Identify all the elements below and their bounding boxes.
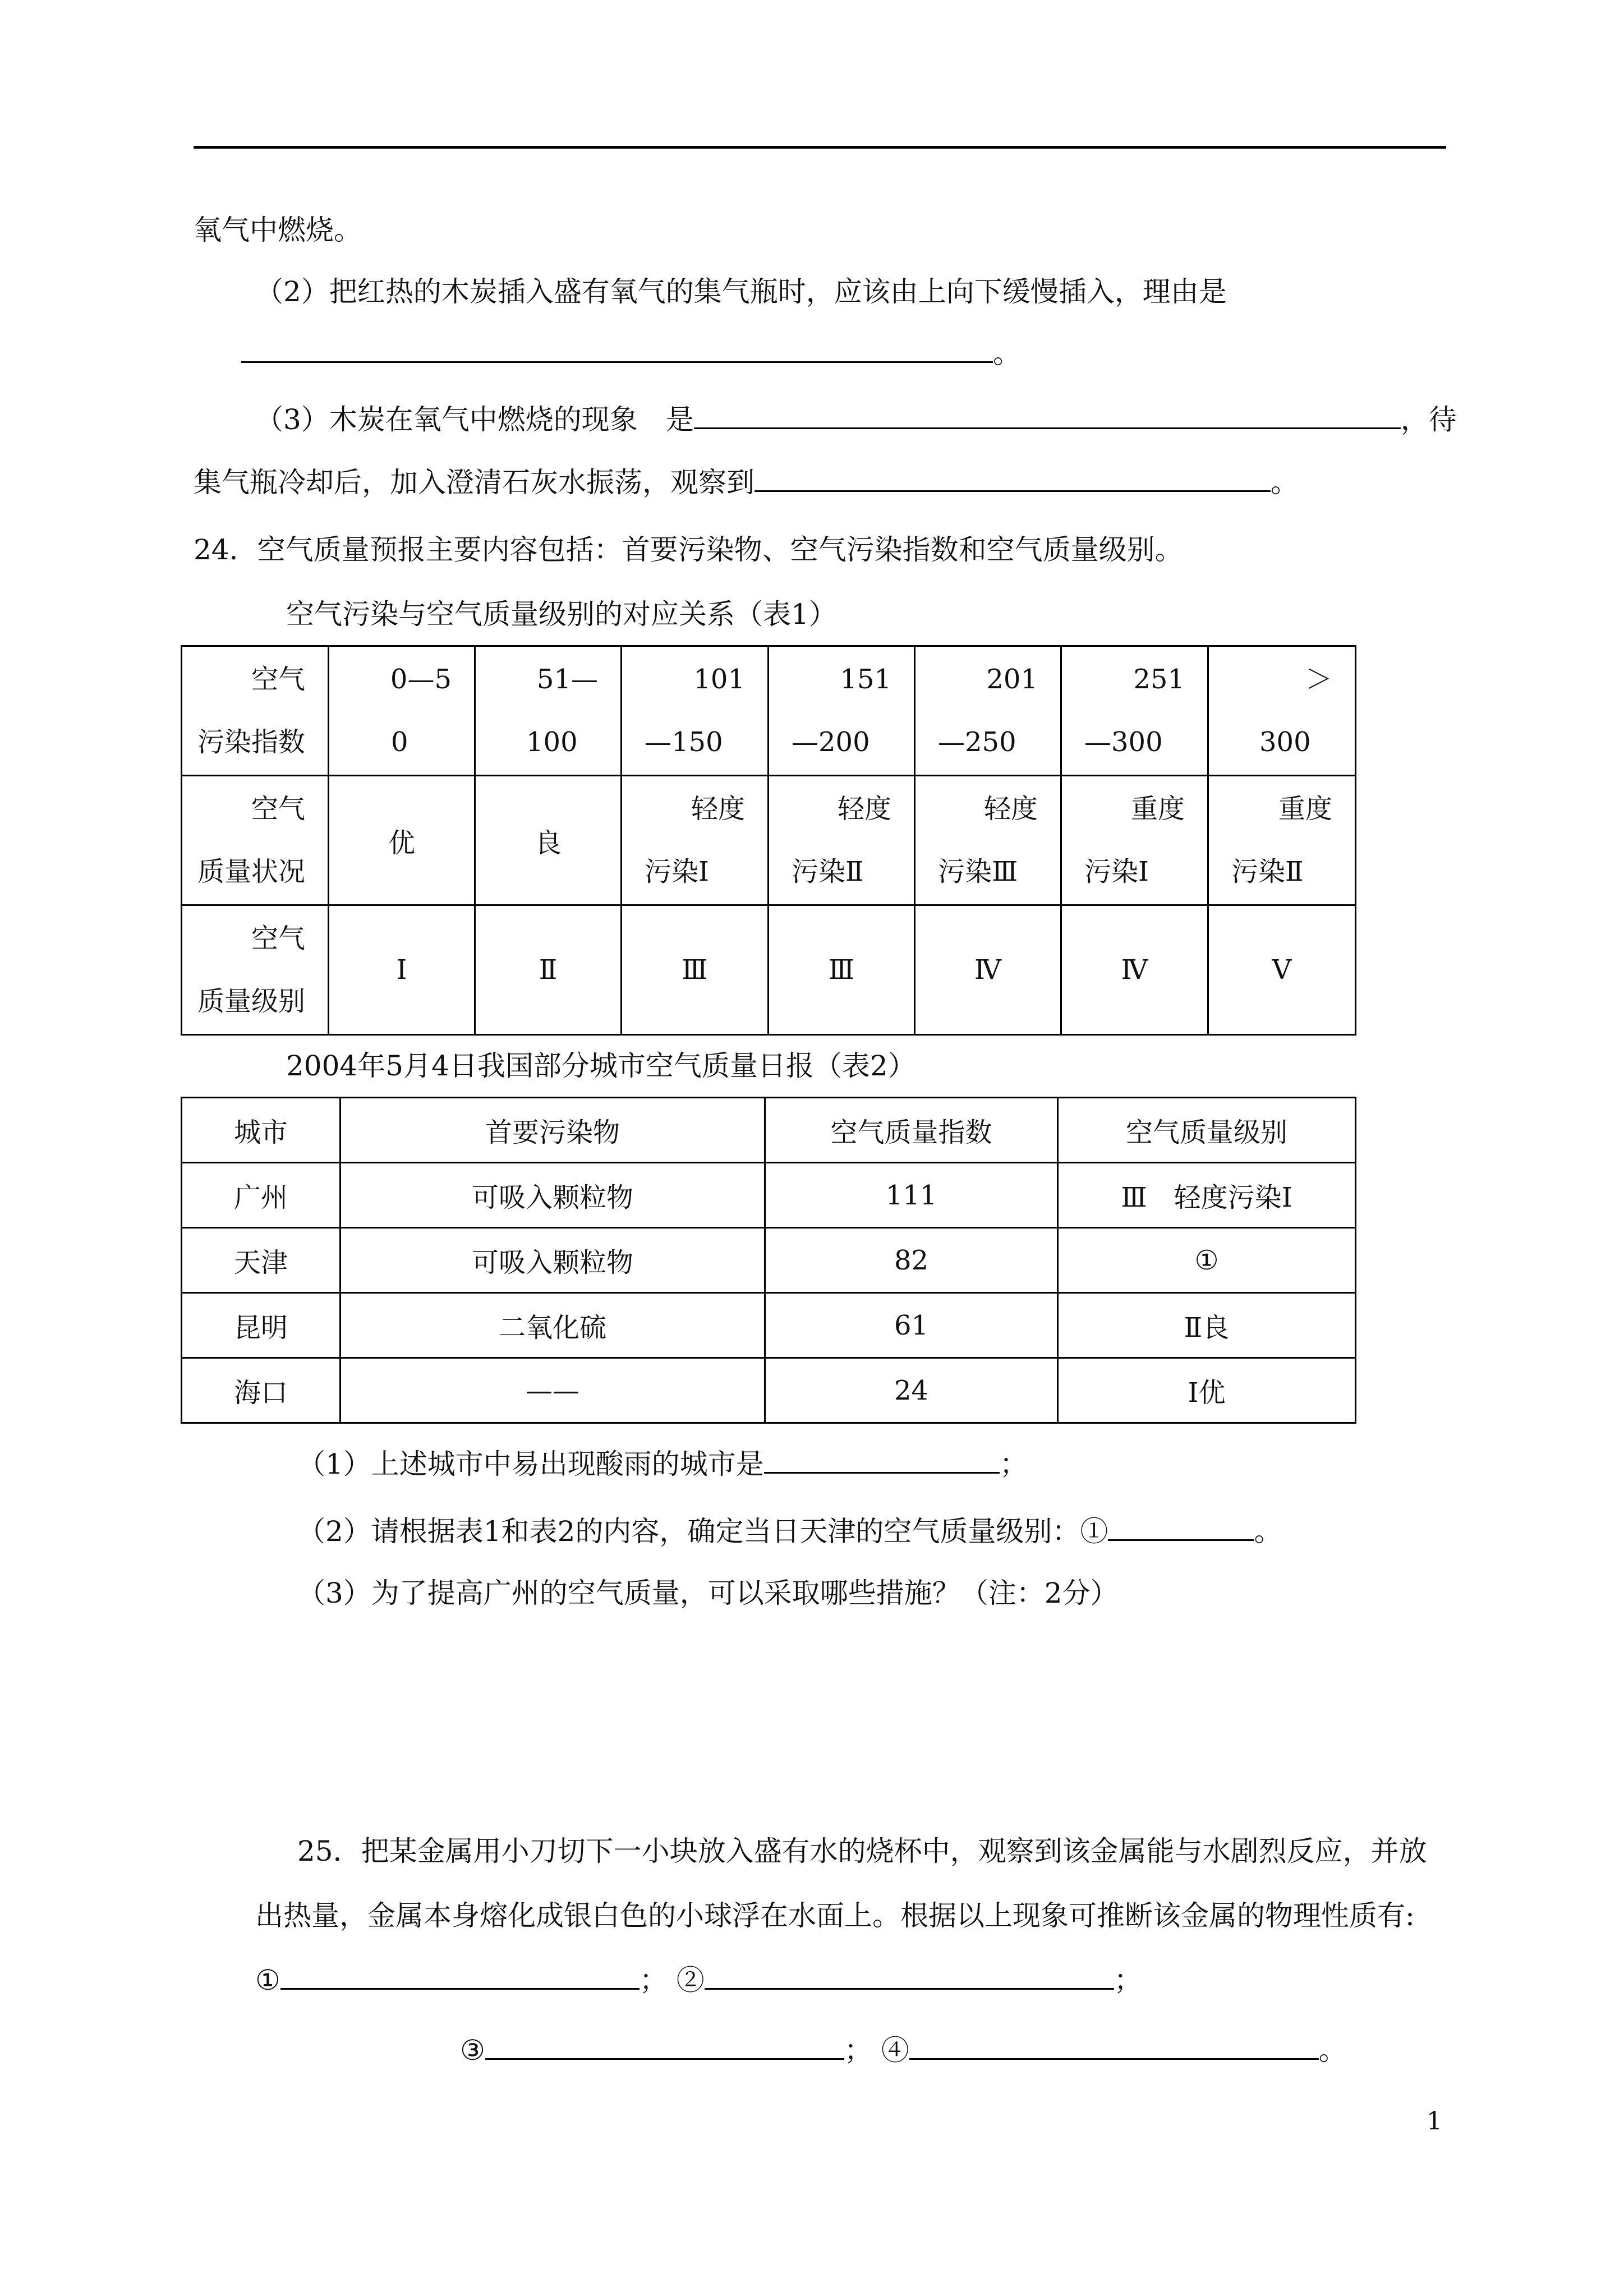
answer-blank[interactable] <box>280 1963 640 1990</box>
table-row: 天津 可吸入颗粒物 82 ① <box>182 1228 1356 1293</box>
table-row: 海口 —— 24 Ⅰ优 <box>182 1358 1356 1423</box>
answer-blank[interactable] <box>241 337 993 363</box>
pollution-index-table <box>181 645 1356 1036</box>
table-header-row: 城市 首要污染物 空气质量指数 空气质量级别 <box>182 1098 1356 1163</box>
intro-line: 氧气中燃烧。 <box>194 214 362 246</box>
q24-sub2: （2）请根据表1和表2的内容，确定当日天津的空气质量级别：① 。 <box>297 1515 1282 1548</box>
q24-sub3: （3）为了提高广州的空气质量，可以采取哪些措施？（注：2分） <box>297 1577 1119 1609</box>
q25-answers-row2: ③ ； ④ 。 <box>460 2034 1347 2067</box>
answer-blank[interactable] <box>485 2033 844 2060</box>
table-row-status: 空气 质量状况 优 良 轻度 污染Ⅰ 轻度 污染Ⅱ 轻度 污染Ⅲ 重度 污染Ⅰ 重度 污染Ⅱ <box>182 776 1356 905</box>
city-air-quality-table <box>181 1097 1356 1424</box>
q23-part3-line: （3）木炭在氧气中燃烧的现象 是 ，待 <box>255 403 1457 436</box>
table1-caption: 空气污染与空气质量级别的对应关系（表1） <box>286 598 837 631</box>
q24-sub1: （1）上述城市中易出现酸雨的城市是 ； <box>297 1448 1028 1480</box>
table-row-level: 空气 质量级别 Ⅰ Ⅱ Ⅲ Ⅲ Ⅳ Ⅳ Ⅴ <box>182 905 1356 1035</box>
answer-blank[interactable] <box>705 1963 1114 1990</box>
q23-part2-answer-line: 。 <box>241 337 1021 370</box>
answer-blank[interactable] <box>764 1447 1000 1474</box>
answer-blank[interactable] <box>909 2033 1319 2060</box>
table-row: 广州 可吸入颗粒物 111 Ⅲ 轻度污染Ⅰ <box>182 1163 1356 1228</box>
q23-part2-text: （2）把红热的木炭插入盛有氧气的集气瓶时，应该由上向下缓慢插入，理由是 <box>255 275 1227 308</box>
header-rule <box>194 146 1446 149</box>
q25-answers-row1: ① ； ② ； <box>255 1964 1142 1996</box>
table-row-index: 空气 污染指数 0—5 0 51— 100 101 —150 151 —200 201 —250 251 —300 ＞ 300 <box>182 646 1356 776</box>
page-number: 1 <box>1427 2107 1442 2136</box>
table2-caption: 2004年5月4日我国部分城市空气质量日报（表2） <box>286 1050 916 1082</box>
answer-blank[interactable] <box>755 466 1271 492</box>
q25-line1: 25．把某金属用小刀切下一小块放入盛有水的烧杯中，观察到该金属能与水剧烈反应，并放 <box>297 1835 1427 1867</box>
answer-blank[interactable] <box>1108 1515 1254 1541</box>
table-row: 昆明 二氧化硫 61 Ⅱ良 <box>182 1293 1356 1358</box>
q23-part3-line2: 集气瓶冷却后，加入澄清石灰水振荡，观察到 。 <box>194 466 1299 499</box>
q24-stem: 24．空气质量预报主要内容包括：首要污染物、空气污染指数和空气质量级别。 <box>194 533 1183 566</box>
q25-line2: 出热量，金属本身熔化成银白色的小球浮在水面上。根据以上现象可推断该金属的物理性质有: <box>255 1899 1415 1932</box>
answer-blank[interactable] <box>694 403 1401 429</box>
